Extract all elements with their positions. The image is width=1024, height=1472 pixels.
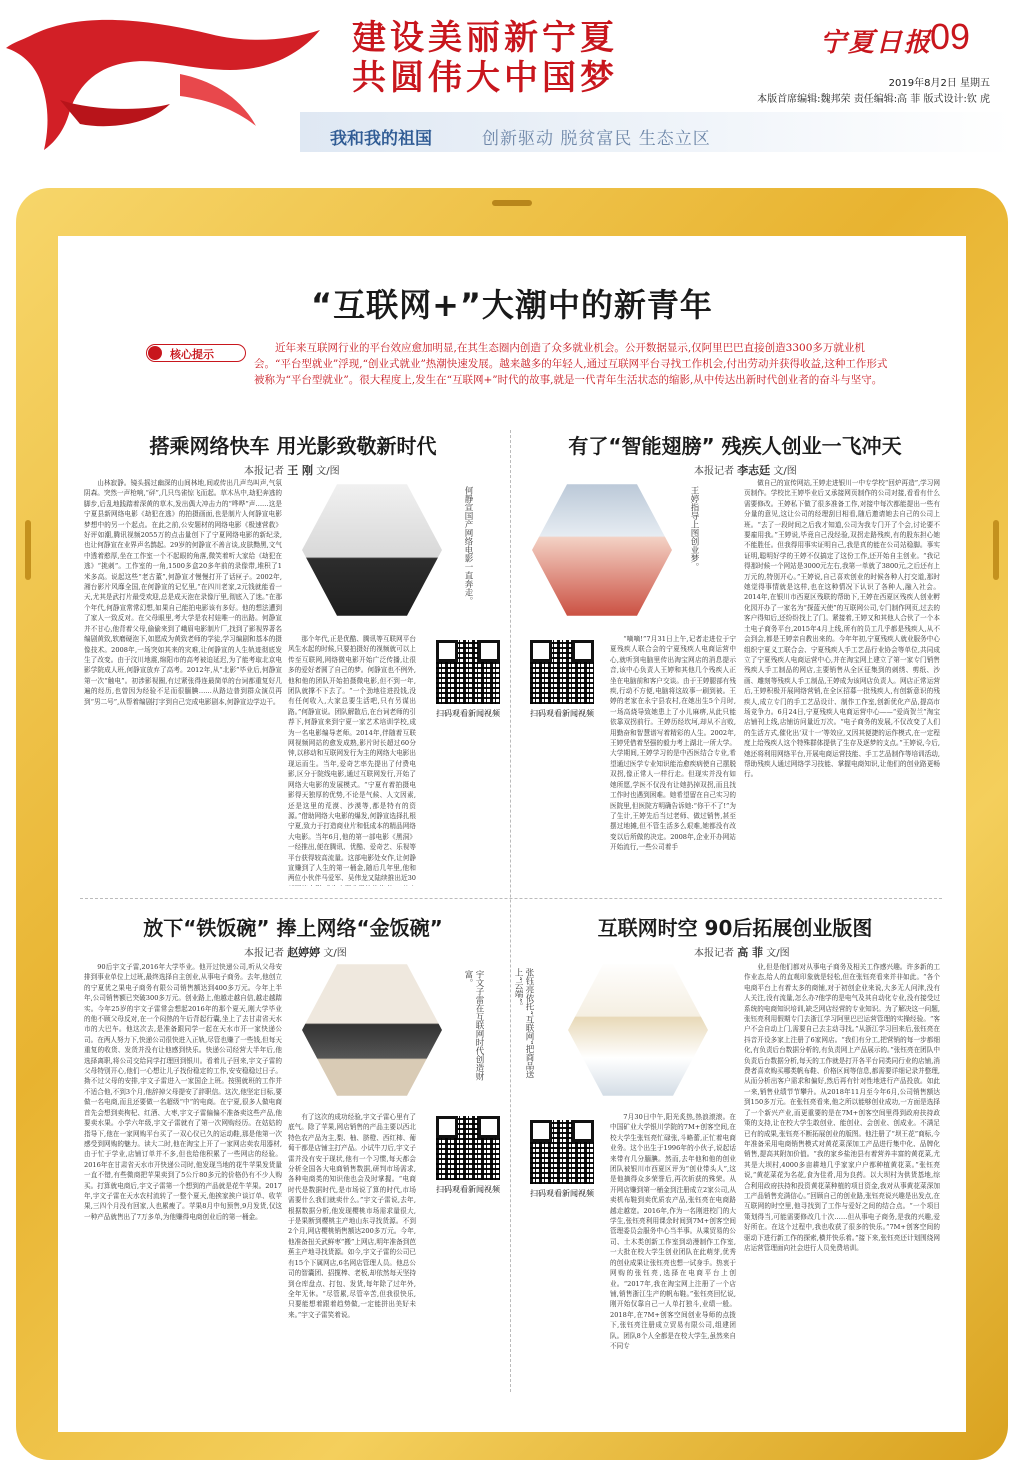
article-1-title: 搭乘网络快车 用光影致敬新时代 <box>149 434 437 458</box>
article-3-qr-code-icon[interactable] <box>436 1116 500 1180</box>
core-tag-dot-icon <box>148 346 162 360</box>
tablet-side-button-left <box>25 520 31 580</box>
article-4-qr-label: 扫码观看新闻视频 <box>530 1189 594 1198</box>
byline-author: 李志廷 <box>737 464 771 477</box>
article-3-photo-caption: 宇文子雷在互联网时代创造财富。 <box>463 970 484 1081</box>
article-3-photo <box>302 960 442 1100</box>
tablet-side-button-right <box>993 520 999 580</box>
row-divider <box>80 898 942 899</box>
article-4-photo-caption: 张钰亮依托“互联网”把商品送上“云端”。 <box>513 968 534 1079</box>
article-3-title: 放下“铁饭碗” 捧上网络“金饭碗” <box>143 916 443 940</box>
article-1-column-1: 山林寂静。镜头摇过幽深的山间林地,间或传出几声鸟叫声,气氛阴森。突然一声枪响,“砰”,几只鸟雀惊飞而起。草木丛中,劫犯奔逃的脚步,后乱地践踏着深黄的草木,发出偶大冲击力的“哗哗”声……这是宁夏县新网络电影《劫犯在逃》的拍摄画面,也是制片人何静宣电影梦想中的另一个起点。在此之前,公安题材的网络电影《极速营救》好评如潮,腾讯视频2055万的点击量创下了宁夏网络电影的新纪录,也让何静宣在业界声名鹊起。29岁的何静宣不善言谈,皮肤黝黑,文气中透着憨厚,坐在工作室一个不起眼的角落,微笑着听大家给《劫犯在逃》“挑刺”。工作室的一角,1500多盒20多年前的录像带,堆积了1米多高。说起这些“老古董”,何静宣才慢慢打开了话匣子。2002年,湘台影片风靡全国,在何静宣的记忆里,“在四川老家,2元钱就能看一天,尤其是武打片最受欢迎,总是成天泡在录像厅里,彻底入了迷。”在那个年代,何静宣常常幻想,如果自己能拍电影该有多好。他的想法遭到了家人一致反对。在父母眼里,考大学是农村娃唯一的出路。何静宣并不甘心,他背着父母,偷偷来到了峨眉电影制片厂,找到了影视界著名编剧黄致,软磨硬泡下,如愿成为黄致老师的学徒,学习编剧和基本的摄像技术。2008年,一场突如其来的灾难,让何静宣的人生轨迹彻底发生了改变。由于汶川地震,绵阳市的高考被迫延迟,为了能考取北京电影学院成人班,何静宣放弃了高考。2012年,从“北影”毕业后,何静宣第一次“触电”。初涉影视圈,有过紧张得连最简单的台词都重复好几遍的经历,也曾因为经验不足而很腼腆……从路边普到群众演员再到“男二号”,从帮着编剧打字到自己完成电影剧本,何静宣边学边干。 <box>84 479 282 706</box>
byline-suffix: 文/图 <box>766 948 790 959</box>
page-number: 09 <box>930 16 971 57</box>
article-4-title: 互联网时空 90后拓展创业版图 <box>597 916 873 940</box>
article-3-qr-label: 扫码观看新闻视频 <box>436 1185 500 1194</box>
article-1-qr-code-icon[interactable] <box>436 640 500 704</box>
article-3-column-2: 有了这次的成功经验,宇文子雷心里有了底气。除了苹果,网店销售的产品主要以西北特色农产品为主,梨、柚、脐橙、西红柿、葡萄干都是店铺主打产品。小试牛刀后,宇文子雷并没有安于现状,他有一个习惯,每天都会分析全国各大电商销售数据,研判市场需求,各种电商类的知识他也会及时掌握。“电商时代是数据时代,是市场说了算的时代,市场需要什么我们就卖什么。”宇文子雷说,去年,根据数据分析,他发现樱桃市场需求量很大,于是果断到樱桃主产地山东寻找货源。不到2个月,网店樱桃销售额达200多万元。今年,他准备扭关武鲜枣“搬”上网店,明年准备到芭蕉主产地寻找货源。如今,宇文子雷的公司已有15个下属网店,6名网店管理人员。他总公司的智囊团、招揽棒、老板,却依然每天坚持到仓库盘点、打包、发货,每年除了过年外,全年无休。“尽管累,尽管辛苦,但我很快乐,只要能想着跟着趋势做,一定能拼出美好未来。”宇文子雷笑着说。 <box>288 1113 416 1319</box>
byline-suffix: 文/图 <box>323 948 347 959</box>
byline-suffix: 文/图 <box>316 466 340 477</box>
byline-author: 赵婷婷 <box>287 946 321 959</box>
column-slogan: 创新驱动 脱贫富民 生态立区 <box>482 129 711 149</box>
article-4-photo <box>568 960 708 1100</box>
paper-name-logo: 宁夏日报 <box>820 28 933 58</box>
headline <box>352 18 618 98</box>
article-4-column-1: 7月30日中午,阳光炙热,热浪滚滚。在中国矿业大学银川学院的7M+创客空间,在校大学生张钰亮忙碌张,斗略蕾,正忙着电商业务。这个出生于1996年的小伙子,说起话来带有几分腼腆。然而,去年他和他的创业团队被银川市西夏区评为“创业带头人”,这是他摘得众多荣誉后,再次斩获的殊荣。从开网店赚到第一桶金到注册成立2家公司,从卖机布鞋到卖优质农产品,张钰亮在电商路越走越宽。2016年,作为一名刚进校门的大学生,张钰亮利用课余时间到7M+创客空间管理委员会服务中心当半事。从乘贸易的公司、土木类创新工作室到动漫制作工作室,一大批在校大学生创业团队在此萌芽,优秀的创业成果让张钰亮也想一试身手。热衷于网购的张钰亮,选择在电商平台上创业。“2017年,我在淘宝网上注册了一个店铺,销售浙江生产的帆布鞋。”张钰亮回忆说,刚开始仅靠自己一人单打独斗,业绩一般。2018年,在7M+创客空间创业导师的点拨下,张钰亮注册成立贸易有限公司,组建团队。团队8个人全都是在校大学生,虽然来自不同专 <box>610 1113 736 1350</box>
article-2-byline <box>694 462 797 478</box>
intro-summary: 近年来互联网行业的平台效应愈加明显,在其生态圈内创造了众多就业机会。公开数据显示,仅阿里巴巴直接创造3300多万就业机会。“平台型就业”浮现,“创业式就业”热潮快速发展。越来越多的年轻人,通过互联网平台寻找工作机会,付出劳动并获得收益,这种工作形式被称为“平台型就业”。很大程度上,发生在“互联网+”时代的故事,就是一代青年生活状态的缩影,从中传达出新时代创业者的奋斗与坚守。 <box>254 342 888 386</box>
article-2-title: 有了“智能翅膀” 残疾人创业一飞冲天 <box>568 434 902 458</box>
person-photo-icon <box>532 480 672 620</box>
headline-line-1: 建设美丽新宁夏 <box>352 18 618 58</box>
article-3-column-1: 90后宇文子雷,2016年大学毕业。他开过快递公司,听从父母安排到事业单位上过班,最终选择自主创业,从事电子商务。去年,他创立的宁夏优之果电子商务有限公司销售额达到400多万元。今年上半年,公司销售额已突破300多万元。创业路上,他越走越自信,越走越踏实。今年25岁的宇文子雷常会想起2016年的那个夏天,刚大学毕业的他不顾父母反对,在一个闷热的午后背起行囊,坐上了去甘肃省天水市的大巴车。他这次去,是准备跟同学一起在天水市开一家快递公司。在两人努力下,快递公司很快进入正轨,尽管也赚了一些钱,但每天重复的收货、发货并没有让他感到快乐。快递公司经营大半年后,他选择离职,将公司交给同学打理回到银川。看着儿子回来,宇文子雷的父母特别开心,他们一心想让儿子找份稳定的工作,安安稳稳过日子。拗不过父母的安排,宇文子雷进入一家国企上班。按照就班的工作并不适合他,不到3个月,他辞掉父母提安了辞职信。这次,他坚定目标,要做一名电商,而且还要做一名超级“中”的电商。在宁夏,很多人做电商首先会想到卖枸杞、红酒、大枣,宇文子雷偏偏不准备卖这些产品,他要卖水果。小学六年级,宇文子雷就有了第一次网购经历。在姑姑的指导下,他在一家网购平台买了一双心仪已久的运动鞋,那是他第一次感受到网购的魅力。读大二时,他在淘宝上开了一家网店卖农用器材,由于忙于学业,店铺订单并不多,但也给他积累了一些网店的经验。2016年在甘肃省天水市开快递公司时,他发现当地的花牛苹果发货量一直不错,有些微商把苹果卖到了5公斤80多元的价格仍有不少人购买。打算就电商后,宇文子雷第一个想到的产品就是花牛苹果。2017年,宇文子雷在天水农村流转了一整个夏天,他挨家挨户谈订单、收苹果,三四个月没有回家,人也累瘦了。苹果8月中旬预售,9月发货,仅这一种产品就售出了7万多单,为他赚得电商创业后的第一桶金。 <box>84 963 282 1221</box>
article-2-column-1: “嘀嘀!”7月31日上午,记者走进位于宁夏残疾人联合会的宁夏残疾人电商运营中心,就听到电脑里传出淘宝网店的消息提示音,该中心负责人王婷和其他几个残疾人正坐在电脑前和客户交谈。由于王婷腿部有残疾,行动不方便,电脑将这故事一刷到被。王婷的老家在永宁县农村,在她出生5个月时,一场高烧导致她患上了小儿麻痹,从此只能依靠双拐前行。王婷历经坎坷,却从不言败,用勤奋和智慧谱写着精彩的人生。2002年,王婷凭借着坚强的毅力考上湖北一所大学。大学期间,王婷学习的是中西医结合专业,希望通过医学专业知识能治愈疾病使自己摆脱双拐,像正常人一样行走。但现实并没有如她所愿,学医不仅没有让她扔掉双拐,而且找工作时也遇到困难。她希望留在自己实习的医院里,但医院方明确告诉她:“你干不了!”为了生计,王婷先后当过老师、做过销售,甚至摆过地摊,但不管生活多么艰难,她都没有改变以后所做的决定。2008年,企业开办网站开始流行,一些公司着手 <box>610 635 736 852</box>
column-divider <box>510 430 511 1392</box>
byline-prefix: 本报记者 <box>244 466 284 477</box>
person-photo-icon <box>302 960 442 1100</box>
article-1-photo-caption: 何静宣国产网络电影一直奔走。 <box>463 486 473 605</box>
headline-line-2: 共圆伟大中国梦 <box>352 58 618 98</box>
core-tag-label: 核心提示 <box>170 348 214 361</box>
article-1-qr-label: 扫码观看新闻视频 <box>436 709 500 718</box>
article-1-byline <box>244 462 340 478</box>
article-1-photo <box>302 480 442 620</box>
byline-author: 高 菲 <box>737 946 764 959</box>
article-1-column-2: 那个年代,正是优酷、腾讯等互联网平台风生水起的时候,只要拍摄好的视频就可以上传至互联网,网络微电影开始广泛传播,让很多的爱好者圆了自己的梦。何静宣也不例外,他和他的团队开始拍摄微电影,但不到一年,团队就撑不下去了。“一个劲地往进投钱,没有任何收入,大家总要生活吧,只有另谋出路。”何静宣说。团队解散后,在台词老师的引荐下,何静宣来到宁夏一家艺术培训学校,成为一名电影编导老师。2014年,伴随着互联网视频网站的愈发成熟,影片时长超过60分钟,以移动和互联网发行为主的网络大电影出现运而生。当年,爱奇艺率先提出了付费电影,区分于院线电影,通过互联网发行,开始了网络大电影的发展模式。“宁夏有着拍摄电影得天独厚的优势,不论是气候、人文因素,还是这里的荒漠、沙漠等,都是特有的资源。”借助网络大电影的爆发,何静宣选择扎根宁夏,致力于打造商业片和低成本的精品网络大电影。当年6月,他的第一部电影《黑洞》一经推出,便在腾讯、优酷、爱奇艺、乐视等平台获得较高流量。这部电影处女作,让何静宣赚到了人生的第一桶金,随后几年里,他和两位小伙伴马爱军、吴伟龙又陆续推出近30 <box>288 635 416 883</box>
person-photo-icon <box>568 960 708 1100</box>
article-2-column-2: 做自己的宣传网站,王婷走进银川一中专学校“回炉再造”,学习网页制作。学校比王婷毕业后又承接网页制作的公司对接,看看有什么需要修改。王婷私下做了很多准备工作,对接中每次都能提出一些有分量的意见,这让公司的经理刮目相看,随后邀请她去自己的公司上班。“去了一段时间之后我才知道,公司为我专门开了个会,讨论要不要雇用我。”王婷说,毕竟自己没经验,双拐走路残疾,有的股东担心她不能胜任。但我得用事实证明自己,我是真的能在公司站稳脚。事实证明,聪明好学的王婷不仅搞定了这份工作,还开始自主创业。“我记得那时候一个网站是3000元左右,我第一单就了3800元,之后还有上万元的,特别开心。”王婷说,自己喜欢创业的时候各种人打交道,那时她觉得事情就是这样,也在这种情况下认识了各种人,融入社会。2014年,在银川市西夏区残联的帮助下,王婷在西夏区残疾人创业孵化园开办了一家名为“探蓝天使”的互联网公司,专门制作网页,过去的客户得知后,还纷纷找上了门。紧接着,王婷又和其他人合伙了一个本土电子商务平台,2015年4月上线,所有的员工几乎都是残疾人,从不会到会,都是王婷亲自教出来的。今年年初,宁夏残疾人就业服务中心组织宁夏义工联合会、宁夏残疾人手工艺品行业协会等单位,共同成立了宁夏残疾人电商运营中心,并在淘宝网上建立了第一家专门销售残疾人手工制品的网店,主要销售从全区征集到的刺绣、剪纸、沙画、雕刻等残疾人手工制品,王婷成为该网店负责人。网店正常运营后,王婷积极开展网络营销,在全区招募一批残疾人,有创新意识的残疾人,成立专门的手工艺品设计、制作工作室,创新优化产品,提高市场竞争力。6月24日,宁夏残疾人电商运营中心——“爱尚贺兰”淘宝店铺刊上线,店铺访问量近万次。“电子商务的发展,不仅改变了人们的生活方式,催化出‘双十一’等效应,又因其便捷的运作模式,在一定程度上给残疾人这个特殊群体提供了生存及逐梦的支点。”王婷说,今后,她还将利用网络平台,开展电商运营技能、手工艺品制作等培训活动,帮助残疾人通过网络学习技能、掌握电商知识,让他们的创业路更畅行。 <box>744 479 940 779</box>
byline-prefix: 本报记者 <box>694 948 734 959</box>
column-name: 我和我的祖国 <box>330 129 432 149</box>
article-2-qr-label: 扫码观看新闻视频 <box>530 709 594 718</box>
article-4-qr-code-icon[interactable] <box>530 1120 594 1184</box>
article-4-column-2: 业,但是他们都对从事电子商务及相关工作感兴趣。许多新的工作业态,给人的直观印象就是轻松,但在张钰亮看来并非如此。“各个电商平台上有着太多的商铺,对于初创企业来说,大多无人问津,没有人关注,没有流量,怎么办?他学的是电气及其自动化专业,没有接受过系统的电商知识培训,缺乏网店经营的专业知识。为了解决这一问题,张钰亮利用假期专门去浙江学习阿里巴巴运营管理的实操经验。“客户不会自动上门,需要自己去主动寻找。”从浙江学习回来后,张钰亮在抖音开设多家上注册了6家网店。“我们有分工,把营销的每一步都细化,有负责后台数据分析的,有负责网上产品展示的。”张钰亮在团队中负责后台数据分析,每天的工作就是打开各平台同类同行业的店铺,消费者喜欢购买哪类帆布鞋、价格区间等信息,都需要详细记录并整理,从而分析出客户需求和偏好,然后再有针对性地进行产品投放。如此一来,销售业绩节节攀升。从2018年11月至今年6月,公司销售额达到150多万元。在张钰亮看来,他之所以能够创业成功,一方面是选择了一个新兴产业,而更重要的是在7M+创客空间里得到政府扶持政策的支持,让在校大学生敢创业、能创业、会创业、创成业。不满足已有的成果,张钰亮不断拓展创业的版图。他注册了“坝王花”商标,今年准备采用电商销售模式对黄花菜深加工产品进行集中化、品牌化销售,提高其附加价值。“我的家乡盐池县有着营养丰富的黄花菜,尤其是大坝村,4000多亩耕地几乎家家户户都种植黄花菜。”张钰亮说,“黄花菜花为名花,食为佳肴,用为良药。以大坝村为供货基地,综合利用政府扶持和投资黄花菜种植的项目资金,我对从事黄花菜深加工产品销售充满信心。”回顾自己的创业路,张钰亮说兴趣是出发点,在互联网的时空里,他寻找到了工作与爱好之间的结合点。“一个项目策划得当,可能需要修改几十次……但从事电子商务,是我的兴趣,爱好所在。在这个过程中,我也收获了很多的快乐。”7M+创客空间的驱动下进行新工作的探索,横并快乐着。”接下来,张钰亮还计划围绕网店运营管理面向社会进行人员免费培训。 <box>744 963 940 1252</box>
editor-credits: 本版首席编辑:魏邦荣 责任编辑:高 菲 版式设计:钦 虎 <box>757 94 990 105</box>
article-3-byline <box>244 944 347 960</box>
byline-prefix: 本报记者 <box>694 466 734 477</box>
masthead <box>0 0 1024 160</box>
person-photo-icon <box>302 480 442 620</box>
tablet-camera-icon <box>492 200 532 206</box>
red-flag-ribbon-icon <box>0 0 330 160</box>
byline-suffix: 文/图 <box>773 466 797 477</box>
article-4-byline <box>694 944 790 960</box>
article-2-qr-code-icon[interactable] <box>530 640 594 704</box>
byline-prefix: 本报记者 <box>244 948 284 959</box>
byline-author: 王 刚 <box>287 464 314 477</box>
issue-date: 2019年8月2日 星期五 <box>888 78 990 89</box>
article-2-photo-caption: 王婷指导上图创业梦。 <box>689 486 699 571</box>
article-2-photo <box>532 480 672 620</box>
main-title: “互联网+”大潮中的新青年 <box>311 286 713 324</box>
